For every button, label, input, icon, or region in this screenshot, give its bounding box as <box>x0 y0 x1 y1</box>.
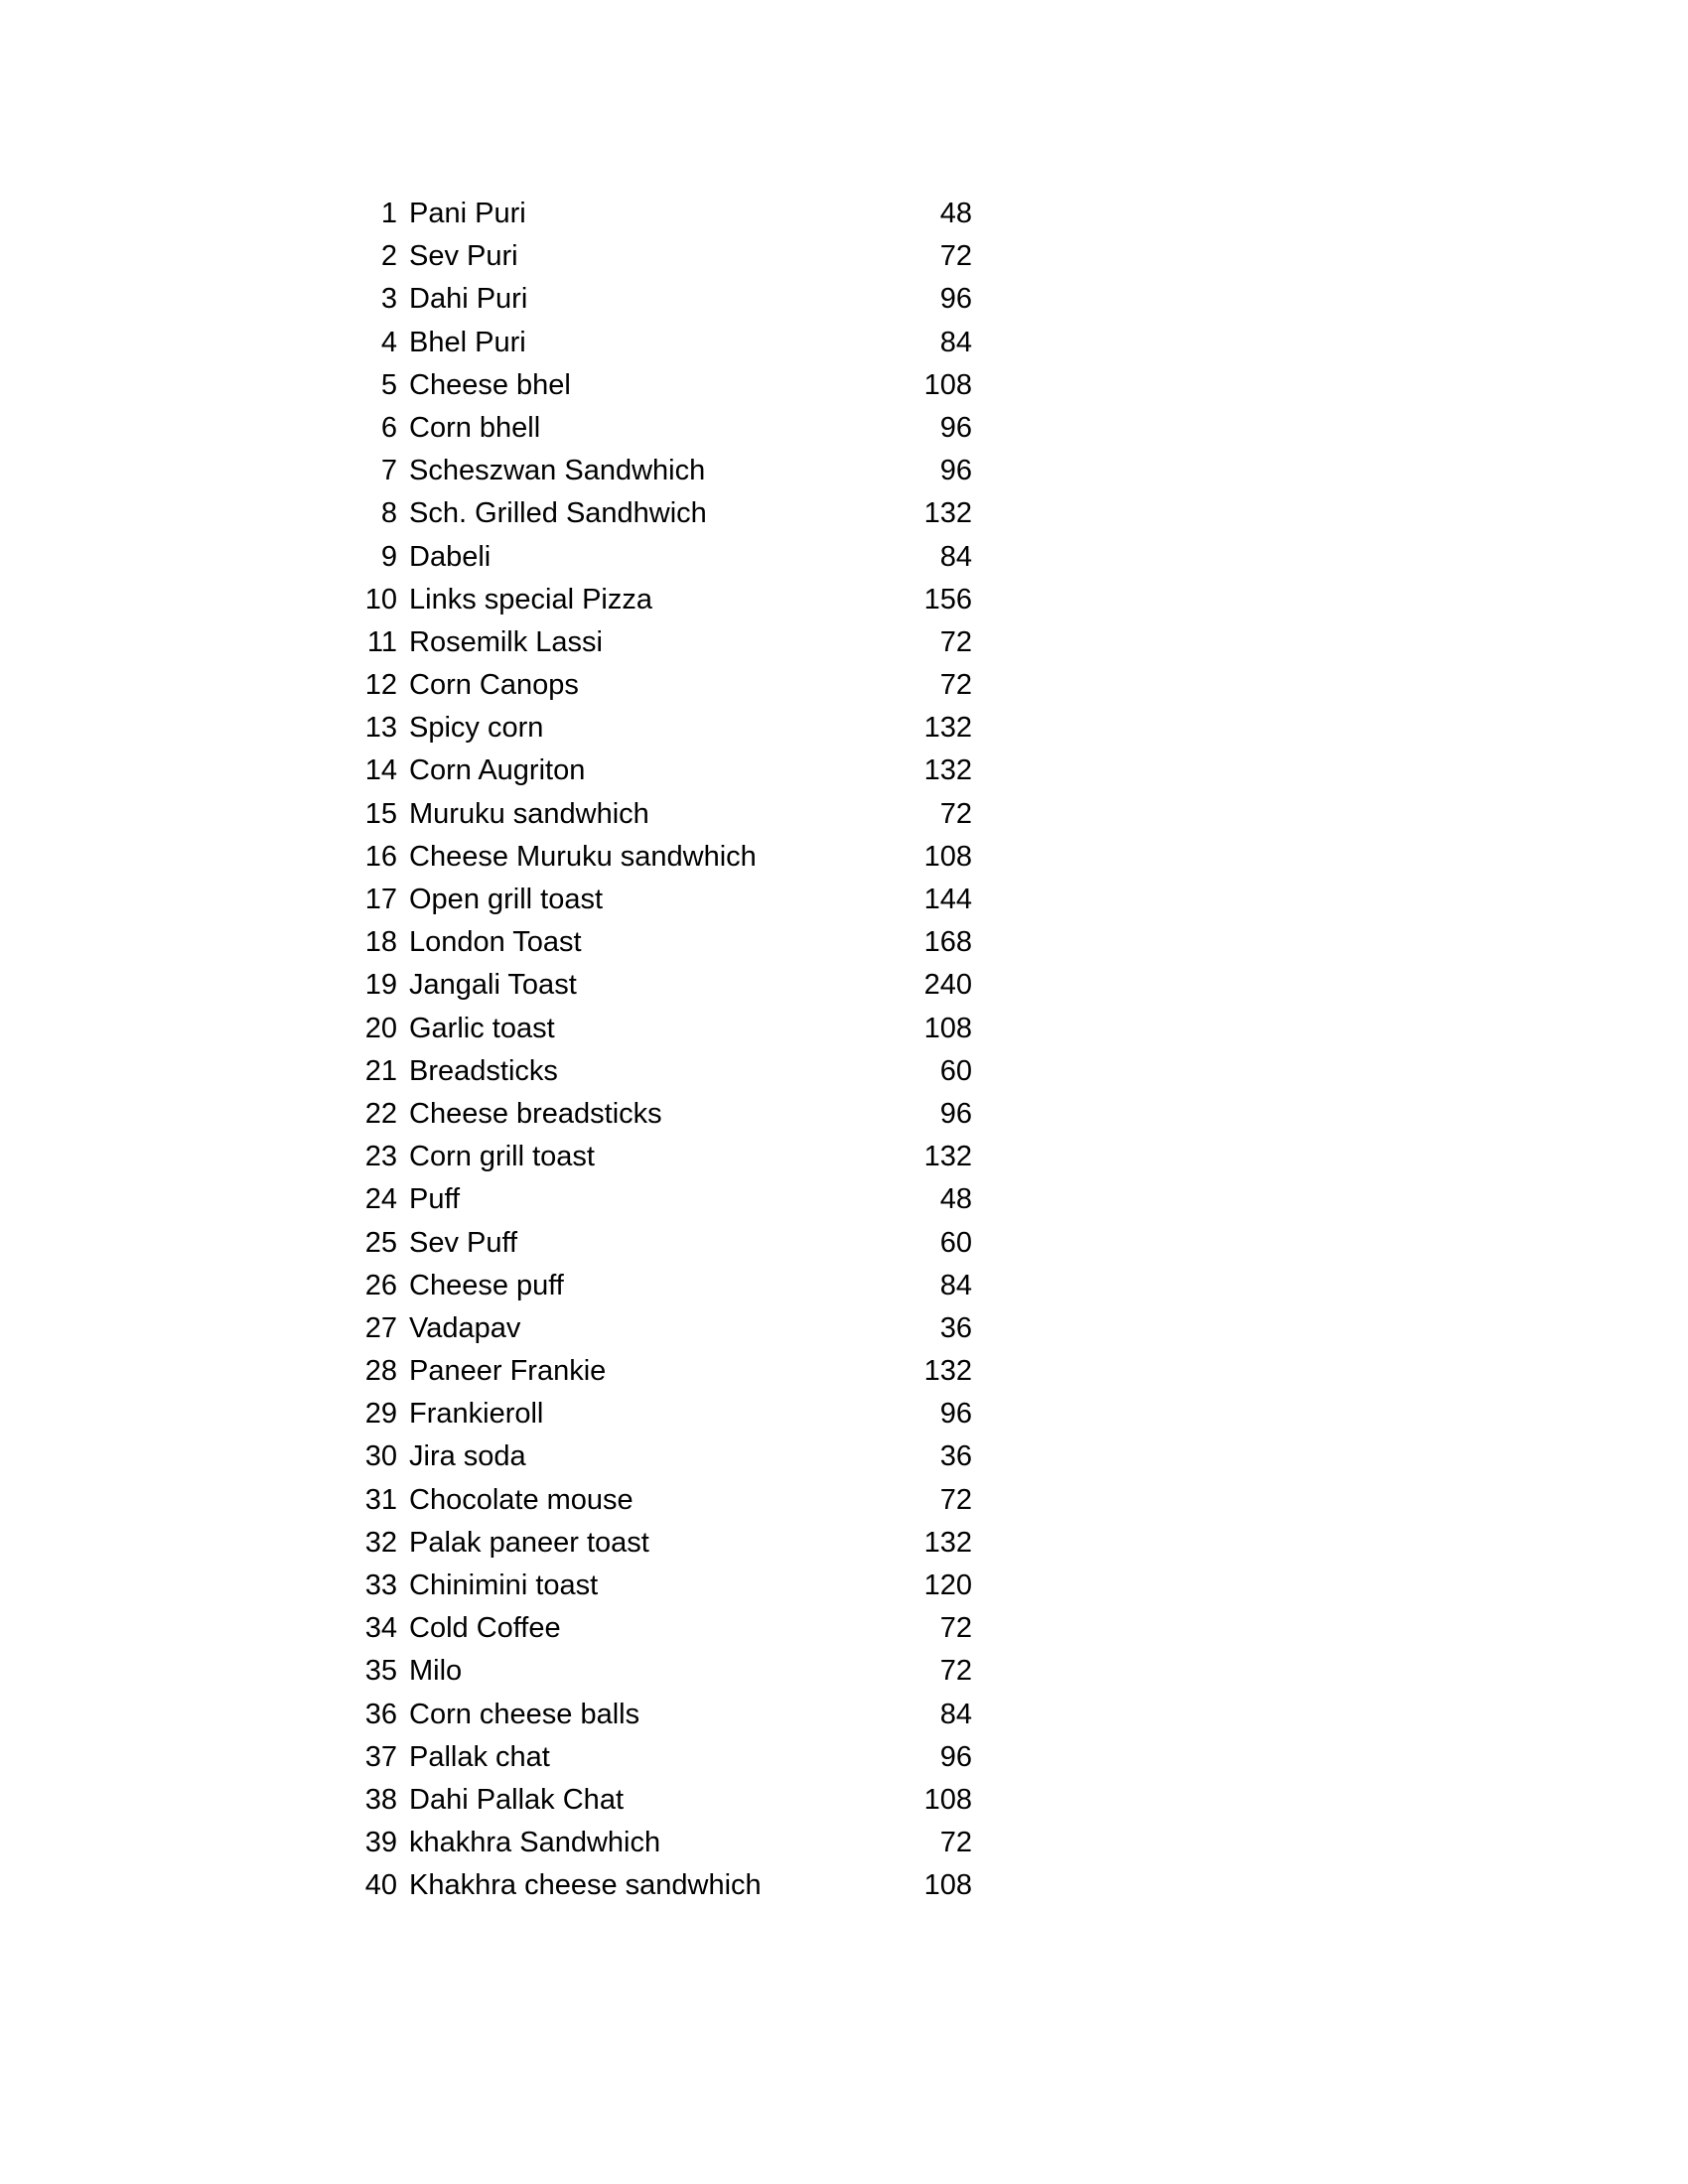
item-name: Puff <box>409 1183 461 1216</box>
item-number: 27 <box>364 1311 397 1344</box>
item-price: 72 <box>939 1612 972 1645</box>
item-name: Frankieroll <box>409 1398 544 1431</box>
item-name: Khakhra cheese sandwhich <box>409 1869 762 1902</box>
list-item <box>357 193 973 235</box>
item-name: khakhra Sandwhich <box>409 1827 661 1859</box>
item-name: Corn bhell <box>409 411 541 444</box>
list-item <box>357 1307 973 1350</box>
item-price: 36 <box>939 1311 972 1344</box>
item-name: Cold Coffee <box>409 1612 561 1645</box>
item-name: Vadapav <box>409 1311 521 1344</box>
list-item <box>357 1008 973 1050</box>
list-item <box>357 1350 973 1393</box>
item-number: 10 <box>364 583 397 615</box>
item-price: 96 <box>939 1740 972 1773</box>
item-number: 7 <box>380 455 397 487</box>
item-price: 108 <box>923 840 972 873</box>
item-number: 37 <box>364 1740 397 1773</box>
item-name: Jangali Toast <box>409 969 577 1002</box>
item-number: 29 <box>364 1398 397 1431</box>
item-name: Dahi Pallak Chat <box>409 1783 624 1816</box>
item-number: 12 <box>364 669 397 702</box>
item-name: Pani Puri <box>409 198 526 229</box>
item-name: Sev Puri <box>409 240 518 273</box>
item-number: 9 <box>380 540 397 573</box>
list-item <box>357 1479 973 1522</box>
list-item <box>357 964 973 1007</box>
list-item <box>357 1694 973 1736</box>
item-number: 25 <box>364 1226 397 1259</box>
list-item <box>357 621 973 664</box>
list-item <box>357 1393 973 1435</box>
item-name: Muruku sandwhich <box>409 797 649 830</box>
item-number: 17 <box>364 884 397 915</box>
item-name: Dahi Puri <box>409 283 528 316</box>
list-item <box>357 364 973 407</box>
item-name: Open grill toast <box>409 884 604 915</box>
list-item <box>357 836 973 879</box>
item-name: Breadsticks <box>409 1054 558 1087</box>
item-price: 96 <box>939 1097 972 1130</box>
item-number: 33 <box>364 1570 397 1601</box>
item-number: 6 <box>380 411 397 444</box>
item-price: 156 <box>923 583 972 615</box>
item-name: Corn cheese balls <box>409 1698 640 1730</box>
item-number: 22 <box>364 1097 397 1130</box>
item-price: 36 <box>939 1440 972 1473</box>
item-price: 96 <box>939 411 972 444</box>
list-item <box>357 322 973 364</box>
item-name: Cheese breadsticks <box>409 1097 662 1130</box>
item-name: Chocolate mouse <box>409 1483 633 1516</box>
item-price: 72 <box>939 625 972 658</box>
item-price: 84 <box>939 1269 972 1301</box>
list-item <box>357 492 973 535</box>
list-item <box>357 1435 973 1478</box>
item-number: 30 <box>364 1440 397 1473</box>
list-item <box>357 1864 973 1907</box>
item-price: 84 <box>939 326 972 358</box>
list-item <box>357 750 973 792</box>
item-name: Spicy corn <box>409 712 544 745</box>
item-number: 4 <box>380 326 397 358</box>
list-item <box>357 536 973 579</box>
list-item <box>357 921 973 964</box>
item-price: 132 <box>923 1141 972 1173</box>
item-price: 120 <box>923 1570 972 1601</box>
item-price: 96 <box>939 455 972 487</box>
item-number: 8 <box>380 497 397 530</box>
item-name: Paneer Frankie <box>409 1355 607 1388</box>
list-item <box>357 1222 973 1265</box>
list-item <box>357 879 973 921</box>
item-price: 108 <box>923 1869 972 1902</box>
list-item <box>357 1607 973 1650</box>
item-number: 1 <box>380 198 397 229</box>
item-price: 72 <box>939 1655 972 1688</box>
item-price: 132 <box>923 754 972 787</box>
item-number: 24 <box>364 1183 397 1216</box>
item-price: 108 <box>923 1783 972 1816</box>
list-item <box>357 1093 973 1136</box>
item-price: 48 <box>939 198 972 229</box>
list-item <box>357 1136 973 1178</box>
list-item <box>357 664 973 707</box>
item-name: Milo <box>409 1655 463 1688</box>
list-item <box>357 278 973 321</box>
item-price: 108 <box>923 1012 972 1044</box>
item-name: Corn grill toast <box>409 1141 595 1173</box>
item-number: 32 <box>364 1526 397 1559</box>
list-item <box>357 579 973 621</box>
item-number: 26 <box>364 1269 397 1301</box>
item-price: 60 <box>939 1054 972 1087</box>
item-number: 23 <box>364 1141 397 1173</box>
item-name: Sev Puff <box>409 1226 518 1259</box>
item-price: 72 <box>939 797 972 830</box>
list-item <box>357 407 973 450</box>
item-price: 240 <box>923 969 972 1002</box>
item-price: 132 <box>923 497 972 530</box>
list-item <box>357 1178 973 1221</box>
item-name: Garlic toast <box>409 1012 555 1044</box>
item-name: Pallak chat <box>409 1740 550 1773</box>
item-number: 3 <box>380 283 397 316</box>
item-number: 34 <box>364 1612 397 1645</box>
item-name: Cheese puff <box>409 1269 564 1301</box>
item-price: 72 <box>939 1483 972 1516</box>
item-name: Links special Pizza <box>409 583 652 615</box>
item-price: 72 <box>939 669 972 702</box>
item-name: Cheese Muruku sandwhich <box>409 840 757 873</box>
item-number: 28 <box>364 1355 397 1388</box>
list-item <box>357 1265 973 1307</box>
item-name: Bhel Puri <box>409 326 526 358</box>
item-price: 144 <box>923 884 972 915</box>
item-number: 18 <box>364 926 397 959</box>
item-number: 36 <box>364 1698 397 1730</box>
item-price: 48 <box>939 1183 972 1216</box>
item-price: 60 <box>939 1226 972 1259</box>
item-name: London Toast <box>409 926 582 959</box>
list-item <box>357 793 973 836</box>
item-number: 14 <box>364 754 397 787</box>
list-item <box>357 1779 973 1822</box>
item-price: 72 <box>939 240 972 273</box>
item-name: Rosemilk Lassi <box>409 625 603 658</box>
item-number: 38 <box>364 1783 397 1816</box>
item-name: Corn Canops <box>409 669 579 702</box>
item-name: Corn Augriton <box>409 754 586 787</box>
item-number: 5 <box>380 368 397 401</box>
item-number: 21 <box>364 1054 397 1087</box>
item-name: Jira soda <box>409 1440 526 1473</box>
item-price: 84 <box>939 540 972 573</box>
item-number: 19 <box>364 969 397 1002</box>
list-item <box>357 1650 973 1693</box>
list-item <box>357 1565 973 1607</box>
list-item <box>357 1822 973 1864</box>
item-name: Scheszwan Sandwhich <box>409 455 706 487</box>
item-number: 2 <box>380 240 397 273</box>
item-price: 96 <box>939 283 972 316</box>
item-price: 96 <box>939 1398 972 1431</box>
item-price: 84 <box>939 1698 972 1730</box>
item-price: 132 <box>923 1526 972 1559</box>
item-price: 108 <box>923 368 972 401</box>
item-price: 168 <box>923 926 972 959</box>
item-number: 16 <box>364 840 397 873</box>
item-name: Sch. Grilled Sandhwich <box>409 497 707 530</box>
menu-price-list <box>357 193 973 1908</box>
item-price: 132 <box>923 1355 972 1388</box>
item-number: 39 <box>364 1827 397 1859</box>
list-item <box>357 450 973 492</box>
item-name: Palak paneer toast <box>409 1526 649 1559</box>
list-item <box>357 707 973 750</box>
list-item <box>357 1736 973 1779</box>
item-name: Cheese bhel <box>409 368 571 401</box>
list-item <box>357 235 973 278</box>
list-item <box>357 1050 973 1093</box>
item-name: Dabeli <box>409 540 492 573</box>
item-number: 31 <box>364 1483 397 1516</box>
item-number: 20 <box>364 1012 397 1044</box>
item-name: Chinimini toast <box>409 1570 599 1601</box>
list-item <box>357 1522 973 1565</box>
item-price: 72 <box>939 1827 972 1859</box>
item-number: 13 <box>364 712 397 745</box>
item-number: 15 <box>364 797 397 830</box>
item-number: 40 <box>364 1869 397 1902</box>
item-price: 132 <box>923 712 972 745</box>
item-number: 35 <box>364 1655 397 1688</box>
item-number: 11 <box>366 625 397 658</box>
